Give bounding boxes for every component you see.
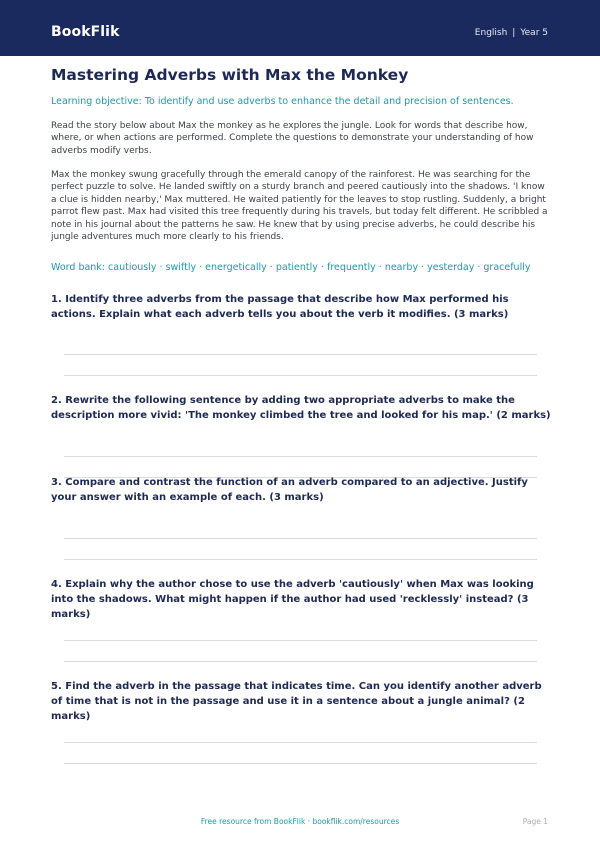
answer-line[interactable] [64,559,537,560]
brand-logo: BookFlik [51,24,120,40]
learning-objective: Learning objective: To identify and use adverbs to enhance the detail and precision of sentences. [51,96,514,107]
word-bank: Word bank: cautiously · swiftly · energetically · patiently · frequently · nearby · yesterday · gracefully [51,262,531,273]
subject-label: English [474,28,508,38]
answer-line[interactable] [64,742,537,743]
question-4: 4. Explain why the author chose to use the adverb 'cautiously' when Max was looking into the shadows. What might happen if the author had used 'recklessly' instead? (3 marks) [51,579,534,620]
answer-line[interactable] [64,538,537,539]
answer-line[interactable] [64,661,537,662]
question-3: 3. Compare and contrast the function of an adverb compared to an adjective. Justify your answer with an example of each. (3 marks) [51,477,528,503]
page-title: Mastering Adverbs with Max the Monkey [51,66,409,84]
answer-line[interactable] [64,354,537,355]
answer-line[interactable] [64,763,537,764]
question-2: 2. Rewrite the following sentence by adding two appropriate adverbs to make the description more vivid: 'The monkey climbed the tree and looked for his map.' (2 marks) [51,395,551,421]
intro-paragraph: Read the story below about Max the monkey as he explores the jungle. Look for words that describe how, where, or when actions are performed. Complete the questions to demonstrate your understanding of how adverbs modify verbs. [51,121,534,156]
header-separator: | [512,28,516,38]
footer-link[interactable]: Free resource from BookFlik · bookflik.com/resources [200,817,400,826]
answer-line[interactable] [64,640,537,641]
header-meta [475,28,548,38]
page-number: Page 1 [522,817,548,826]
answer-line[interactable] [64,375,537,376]
page-header [0,0,600,56]
question-1: 1. Identify three adverbs from the passage that describe how Max performed his actions. Explain what each adverb tells you about the verb it modifies. (3 marks) [51,294,509,320]
answer-line[interactable] [64,456,537,457]
question-5: 5. Find the adverb in the passage that indicates time. Can you identify another adverb of time that is not in the passage and use it in a sentence about a jungle animal? (2 marks) [51,681,542,722]
year-label: Year 5 [520,28,548,38]
story-passage: Max the monkey swung gracefully through the emerald canopy of the rainforest. He was searching for the perfect puzzle to solve. He landed swiftly on a sturdy branch and peered cautiously into the shadows. 'I know a clue is hidden nearby,' Max muttered. He waited patiently for the leaves to stop rustling. Suddenly, a bright parrot flew past. Max had visited this tree frequently during his travels, but today felt different. He scribbled a note in his journal about the patterns he saw. He knew that by using precise adverbs, he could describe his jungle adventures much more clearly to his friends. [51,170,548,243]
